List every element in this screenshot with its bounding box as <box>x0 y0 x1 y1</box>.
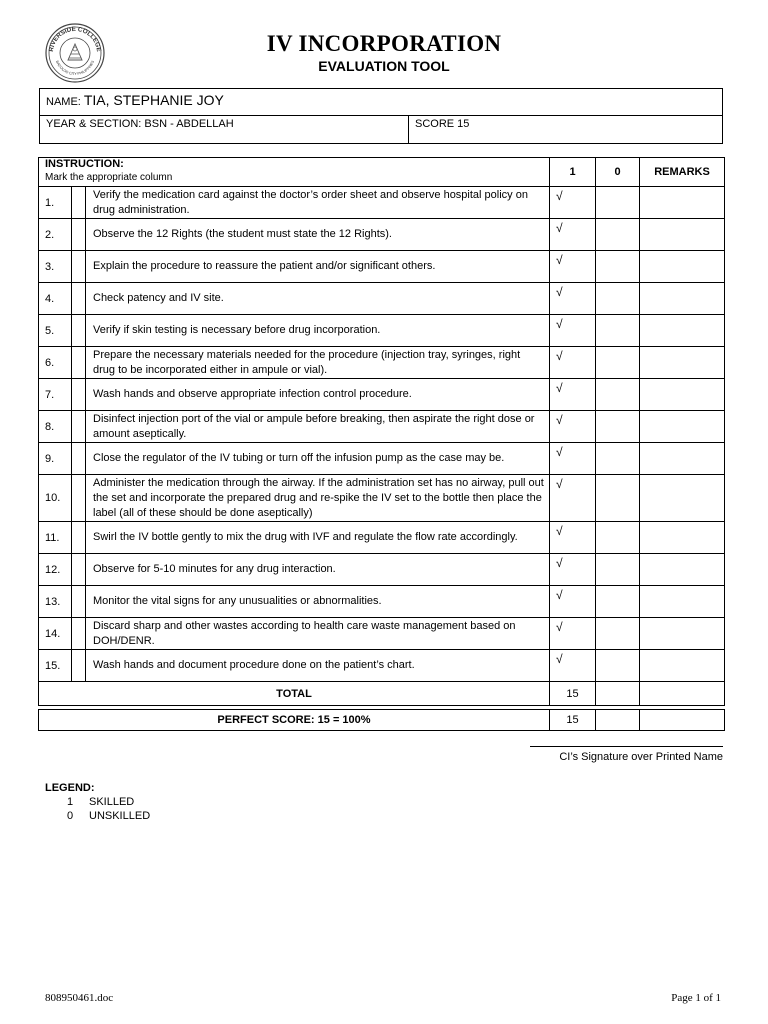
item-remarks <box>640 187 725 219</box>
table-row <box>39 586 725 618</box>
score: SCORE 15 <box>415 118 470 130</box>
total-value: 15 <box>550 682 596 706</box>
item-check-unskilled <box>596 618 640 650</box>
table-row <box>39 219 725 251</box>
item-description: Administer the medication through the airway. If the administration set has no airway, pull out the set and incorporate the prepared drug and re-spike the IV set to the bottle then place the label (all of these should be done aseptically) <box>86 475 550 522</box>
table-row <box>39 522 725 554</box>
table-row <box>39 347 725 379</box>
item-number: 9. <box>39 443 72 475</box>
item-description: Observe the 12 Rights (the student must state the 12 Rights). <box>86 219 550 251</box>
item-check-skilled: √ <box>550 443 596 475</box>
item-remarks <box>640 522 725 554</box>
item-check-skilled: √ <box>550 411 596 443</box>
item-number: 3. <box>39 251 72 283</box>
svg-text:BACOLOD CITY PHILIPPINES: BACOLOD CITY PHILIPPINES <box>54 60 96 77</box>
item-number: 8. <box>39 411 72 443</box>
student-name: TIA, STEPHANIE JOY <box>83 92 224 108</box>
item-number: 4. <box>39 283 72 315</box>
table-row <box>39 554 725 586</box>
item-check-unskilled <box>596 347 640 379</box>
item-description: Check patency and IV site. <box>86 283 550 315</box>
table-row <box>39 618 725 650</box>
empty-cell <box>596 682 640 706</box>
empty-cell <box>640 682 725 706</box>
item-blank-cell <box>72 522 86 554</box>
legend-key: 0 <box>67 810 74 822</box>
item-description: Disinfect injection port of the vial or ampule before breaking, then aspirate the right dose or amount aseptically. <box>86 411 550 443</box>
document-title: IV INCORPORATION <box>266 31 502 56</box>
item-check-skilled: √ <box>550 347 596 379</box>
perfect-score-label: PERFECT SCORE: 15 = 100% <box>39 710 550 731</box>
item-remarks <box>640 586 725 618</box>
legend <box>45 781 150 823</box>
table-row <box>39 475 725 522</box>
instruction-cell <box>39 158 550 187</box>
item-check-unskilled <box>596 315 640 347</box>
total-label: TOTAL <box>39 682 550 706</box>
item-check-skilled: √ <box>550 219 596 251</box>
item-number: 7. <box>39 379 72 411</box>
table-row <box>39 251 725 283</box>
legend-item <box>67 795 150 809</box>
item-remarks <box>640 283 725 315</box>
item-blank-cell <box>72 347 86 379</box>
name-row <box>40 89 722 116</box>
year-section: YEAR & SECTION: BSN - ABDELLAH <box>40 116 409 143</box>
signature-line <box>530 746 723 747</box>
column-header-unskilled: 0 <box>596 158 640 187</box>
item-number: 5. <box>39 315 72 347</box>
item-number: 14. <box>39 618 72 650</box>
item-check-skilled: √ <box>550 187 596 219</box>
item-check-skilled: √ <box>550 554 596 586</box>
item-check-skilled: √ <box>550 315 596 347</box>
perfect-score-row <box>39 710 725 731</box>
item-check-skilled: √ <box>550 379 596 411</box>
item-remarks <box>640 618 725 650</box>
item-check-unskilled <box>596 443 640 475</box>
item-description: Prepare the necessary materials needed for the procedure (injection tray, syringes, right drug to be incorporated either in ampule or vial). <box>86 347 550 379</box>
evaluation-table <box>38 157 725 731</box>
item-description: Close the regulator of the IV tubing or turn off the infusion pump as the case may be. <box>86 443 550 475</box>
item-description: Explain the procedure to reassure the patient and/or significant others. <box>86 251 550 283</box>
item-check-unskilled <box>596 522 640 554</box>
instruction-text: Mark the appropriate column <box>45 172 173 183</box>
perfect-score-value: 15 <box>550 710 596 731</box>
legend-label: UNSKILLED <box>89 810 151 822</box>
item-description: Observe for 5-10 minutes for any drug interaction. <box>86 554 550 586</box>
item-number: 6. <box>39 347 72 379</box>
item-number: 13. <box>39 586 72 618</box>
item-blank-cell <box>72 650 86 682</box>
footer-page-number: Page 1 of 1 <box>671 992 721 1004</box>
item-description: Verify if skin testing is necessary before drug incorporation. <box>86 315 550 347</box>
header <box>130 30 638 74</box>
item-check-skilled: √ <box>550 586 596 618</box>
item-blank-cell <box>72 443 86 475</box>
item-remarks <box>640 347 725 379</box>
item-check-skilled: √ <box>550 618 596 650</box>
item-check-skilled: √ <box>550 251 596 283</box>
column-header-remarks: REMARKS <box>640 158 725 187</box>
table-row <box>39 411 725 443</box>
item-description: Discard sharp and other wastes according to health care waste management based on DOH/DENR. <box>86 618 550 650</box>
item-check-unskilled <box>596 251 640 283</box>
item-number: 2. <box>39 219 72 251</box>
item-remarks <box>640 379 725 411</box>
table-row <box>39 650 725 682</box>
item-blank-cell <box>72 219 86 251</box>
item-number: 15. <box>39 650 72 682</box>
item-remarks <box>640 251 725 283</box>
item-blank-cell <box>72 411 86 443</box>
item-number: 11. <box>39 522 72 554</box>
instruction-title: INSTRUCTION: <box>45 158 124 170</box>
table-row <box>39 379 725 411</box>
signature-label: CI’s Signature over Printed Name <box>559 751 723 763</box>
item-description: Wash hands and document procedure done on the patient’s chart. <box>86 650 550 682</box>
item-number: 12. <box>39 554 72 586</box>
item-check-unskilled <box>596 379 640 411</box>
item-description: Wash hands and observe appropriate infection control procedure. <box>86 379 550 411</box>
table-row <box>39 443 725 475</box>
item-check-unskilled <box>596 554 640 586</box>
item-check-skilled: √ <box>550 522 596 554</box>
column-header-skilled: 1 <box>550 158 596 187</box>
item-check-unskilled <box>596 411 640 443</box>
item-number: 10. <box>39 475 72 522</box>
item-blank-cell <box>72 475 86 522</box>
item-remarks <box>640 443 725 475</box>
item-check-unskilled <box>596 586 640 618</box>
table-row <box>39 315 725 347</box>
item-blank-cell <box>72 586 86 618</box>
item-remarks <box>640 315 725 347</box>
table-header-row <box>39 158 725 187</box>
item-check-skilled: √ <box>550 650 596 682</box>
total-row <box>39 682 725 706</box>
item-remarks <box>640 475 725 522</box>
legend-key: 1 <box>67 796 74 808</box>
item-description: Verify the medication card against the doctor’s order sheet and observe hospital policy on drug administration. <box>86 187 550 219</box>
item-blank-cell <box>72 315 86 347</box>
item-remarks <box>640 219 725 251</box>
item-blank-cell <box>72 187 86 219</box>
item-description: Monitor the vital signs for any unusualities or abnormalities. <box>86 586 550 618</box>
item-blank-cell <box>72 379 86 411</box>
college-seal-logo <box>44 22 106 84</box>
table-row <box>39 187 725 219</box>
footer-filename: 808950461.doc <box>45 992 114 1004</box>
item-number: 1. <box>39 187 72 219</box>
item-check-unskilled <box>596 187 640 219</box>
item-check-unskilled <box>596 283 640 315</box>
item-check-unskilled <box>596 219 640 251</box>
empty-cell <box>640 710 725 731</box>
item-blank-cell <box>72 283 86 315</box>
year-score-row <box>40 116 722 143</box>
legend-title: LEGEND: <box>45 782 95 794</box>
legend-item <box>67 809 150 823</box>
item-description: Swirl the IV bottle gently to mix the drug with IVF and regulate the flow rate accordingly. <box>86 522 550 554</box>
item-blank-cell <box>72 618 86 650</box>
item-blank-cell <box>72 251 86 283</box>
table-row <box>39 283 725 315</box>
document-subtitle: EVALUATION TOOL <box>318 58 450 74</box>
student-info-box <box>39 88 723 144</box>
item-check-unskilled <box>596 650 640 682</box>
item-blank-cell <box>72 554 86 586</box>
item-check-skilled: √ <box>550 283 596 315</box>
item-remarks <box>640 650 725 682</box>
item-check-unskilled <box>596 475 640 522</box>
legend-label: SKILLED <box>89 796 135 808</box>
item-check-skilled: √ <box>550 475 596 522</box>
empty-cell <box>596 710 640 731</box>
item-remarks <box>640 554 725 586</box>
item-remarks <box>640 411 725 443</box>
name-label: NAME: <box>46 96 81 108</box>
svg-text:RIVERSIDE COLLEGE: RIVERSIDE COLLEGE <box>47 25 103 53</box>
